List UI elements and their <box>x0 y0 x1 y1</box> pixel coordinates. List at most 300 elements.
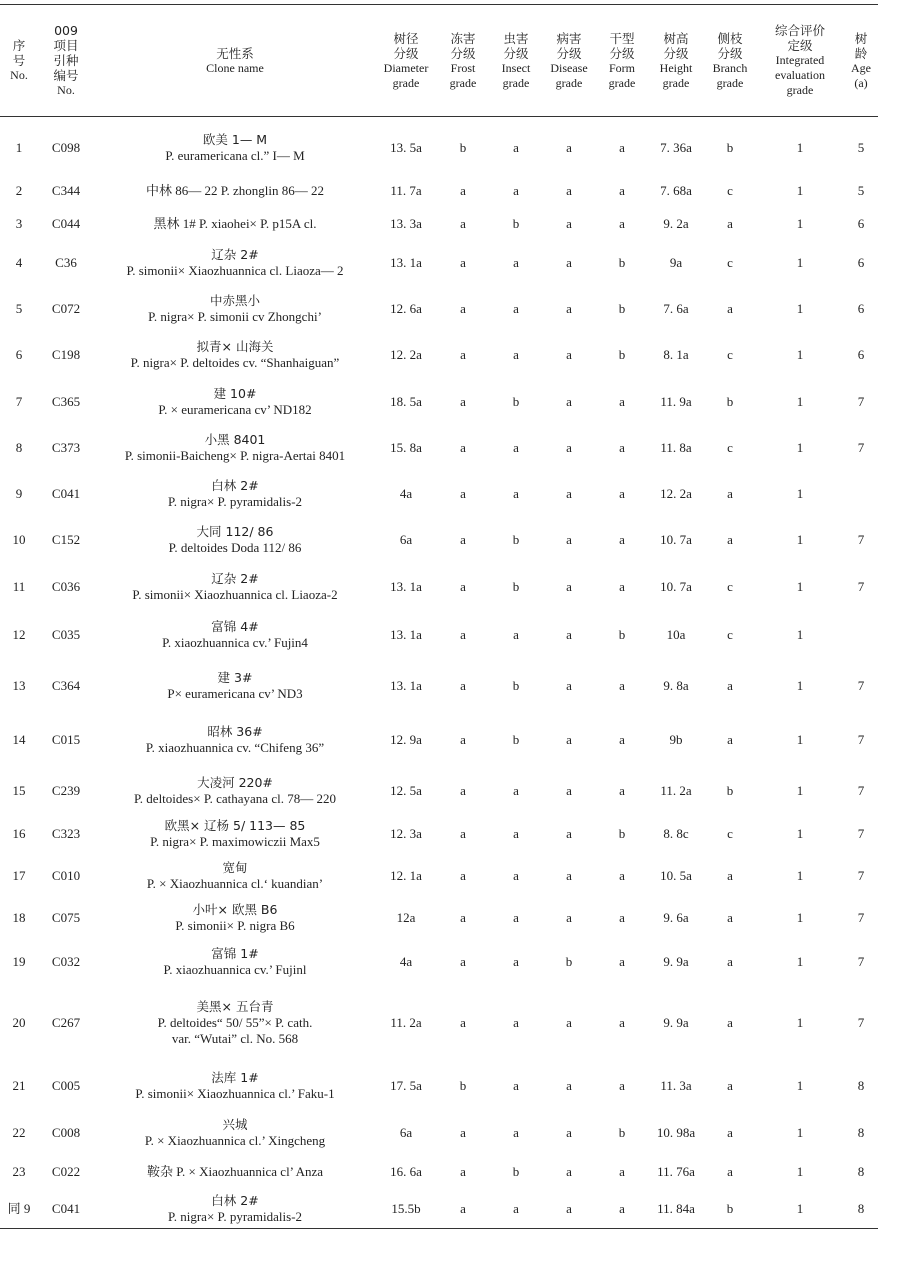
cell-disease: a <box>566 393 572 409</box>
cell-height: 11. 8a <box>660 439 692 455</box>
clone-name-latin: 中林 86— 22 P. zhonglin 86— 22 <box>145 182 325 198</box>
cell-form: a <box>619 531 625 547</box>
table-row <box>0 563 878 611</box>
header-en-text: grade <box>555 75 583 90</box>
cell-height: 9. 8a <box>663 677 689 693</box>
cell-age: 7 <box>857 782 865 798</box>
header-cn-text: 干型 <box>609 30 635 46</box>
cell-branch: a <box>727 731 733 747</box>
clone-name-latin: P× euramericana cv’ ND3 <box>167 685 303 701</box>
cell-form: b <box>618 626 626 642</box>
cell-eval: 1 <box>796 439 804 455</box>
cell-diameter: 13. 1a <box>390 677 422 693</box>
table-row <box>0 815 878 853</box>
header-en-text: Height <box>659 60 693 75</box>
cell-clone-name <box>94 425 376 471</box>
clone-name-cn: 小黑 8401 <box>204 431 266 447</box>
cell-height: 8. 8c <box>663 825 689 841</box>
cell-frost: a <box>460 953 466 969</box>
cell-clone-name <box>94 173 376 209</box>
cell-branch: b <box>726 139 734 155</box>
table-row <box>0 173 878 209</box>
cell-no: 3 <box>15 215 23 231</box>
clone-name-cn: 拟青× 山海关 <box>196 338 274 354</box>
cell-branch: c <box>727 254 733 270</box>
cell-disease: a <box>566 825 572 841</box>
cell-branch: a <box>727 531 733 547</box>
cell-frost: a <box>460 1014 466 1030</box>
cell-age: 8 <box>857 1201 865 1217</box>
cell-code: C198 <box>51 346 81 362</box>
cell-diameter: 17. 5a <box>390 1077 422 1093</box>
clone-name-cn: 富锦 4# <box>211 618 259 634</box>
cell-height: 9. 6a <box>663 909 689 925</box>
cell-form: a <box>619 182 625 198</box>
cell-insect: a <box>513 485 519 501</box>
cell-frost: a <box>460 393 466 409</box>
cell-no: 14 <box>12 731 26 747</box>
header-en-text: (a) <box>854 75 868 90</box>
cell-insect: b <box>512 677 520 693</box>
cell-form: a <box>619 215 625 231</box>
cell-branch: a <box>727 677 733 693</box>
clone-name-latin2: var. “Wutai” cl. No. 568 <box>171 1030 299 1046</box>
cell-insect: b <box>512 393 520 409</box>
cell-branch: c <box>727 825 733 841</box>
clone-name-cn: 中赤黑小 <box>209 292 260 308</box>
cell-diameter: 6a <box>399 531 413 547</box>
cell-branch: c <box>727 182 733 198</box>
cell-frost: a <box>460 626 466 642</box>
cell-no: 18 <box>12 909 26 925</box>
cell-eval: 1 <box>796 1124 804 1140</box>
cell-insect: b <box>512 215 520 231</box>
cell-clone-name <box>94 1059 376 1113</box>
cell-eval: 1 <box>796 578 804 594</box>
clone-name-latin: P. simonii× Xiaozhuannica cl. Liaoza— 2 <box>126 262 344 278</box>
table-row <box>0 425 878 471</box>
column-header <box>376 5 436 117</box>
cell-form: a <box>619 485 625 501</box>
cell-branch: a <box>727 215 733 231</box>
cell-no: 17 <box>12 867 26 883</box>
table-row <box>0 1191 878 1229</box>
cell-insect: a <box>513 300 519 316</box>
cell-age: 6 <box>857 300 865 316</box>
cell-insect: a <box>513 953 519 969</box>
cell-eval: 1 <box>796 782 804 798</box>
column-header <box>436 5 490 117</box>
cell-diameter: 6a <box>399 1124 413 1140</box>
clone-name-latin: P. nigra× P. pyramidalis-2 <box>167 493 303 509</box>
cell-insect: a <box>513 254 519 270</box>
cell-clone-name <box>94 853 376 899</box>
cell-age: 7 <box>857 867 865 883</box>
cell-age: 5 <box>857 182 865 198</box>
cell-disease: a <box>566 346 572 362</box>
cell-eval: 1 <box>796 531 804 547</box>
column-header <box>596 5 648 117</box>
cell-branch: a <box>727 1163 733 1179</box>
cell-frost: a <box>460 346 466 362</box>
cell-clone-name <box>94 209 376 239</box>
header-cn-text: 冻害 <box>450 30 476 46</box>
cell-insect: b <box>512 1163 520 1179</box>
cell-code: C364 <box>51 677 81 693</box>
cell-clone-name <box>94 563 376 611</box>
cell-eval: 1 <box>796 346 804 362</box>
cell-form: a <box>619 909 625 925</box>
clone-name-latin: 鞍杂 P. × Xiaozhuannica cl’ Anza <box>146 1163 324 1179</box>
table-row <box>0 713 878 767</box>
cell-code: C152 <box>51 531 81 547</box>
clone-name-cn: 白林 2# <box>211 477 259 493</box>
clone-name-cn: 建 10# <box>213 385 257 401</box>
cell-diameter: 12a <box>396 909 416 925</box>
cell-no: 4 <box>15 254 23 270</box>
cell-disease: a <box>566 1124 572 1140</box>
clone-name-latin: P. simonii× P. nigra B6 <box>175 917 295 933</box>
cell-no: 8 <box>15 439 23 455</box>
cell-disease: a <box>566 677 572 693</box>
cell-clone-name <box>94 767 376 815</box>
header-cn-text: 分级 <box>503 45 529 61</box>
clone-name-latin: P. xiaozhuannica cv.’ Fujinl <box>163 961 307 977</box>
cell-no: 23 <box>12 1163 26 1179</box>
table-row <box>0 937 878 987</box>
header-en-text: Integrated <box>775 53 825 67</box>
clone-name-latin: P. euramericana cl.” I— M <box>165 147 305 163</box>
cell-disease: a <box>566 1163 572 1179</box>
header-cn-text: 号 <box>12 53 26 68</box>
header-cn-text: 项目 <box>53 38 79 53</box>
header-cn-text: 树径 <box>393 30 419 46</box>
cell-age: 5 <box>857 139 865 155</box>
cell-branch: b <box>726 782 734 798</box>
cell-frost: a <box>460 825 466 841</box>
table-row <box>0 611 878 659</box>
clone-name-latin: P. deltoides× P. cathayana cl. 78— 220 <box>134 790 336 806</box>
cell-code: C008 <box>51 1124 81 1140</box>
cell-diameter: 12. 1a <box>390 867 422 883</box>
cell-no: 同 9 <box>7 1201 31 1217</box>
cell-age: 8 <box>857 1124 865 1140</box>
header-cn-text: 树高 <box>663 30 689 46</box>
header-cn-text: 树 <box>854 30 868 46</box>
cell-code: C035 <box>51 626 81 642</box>
header-cn-text: 定级 <box>787 38 813 53</box>
cell-diameter: 18. 5a <box>390 393 422 409</box>
cell-branch: c <box>727 346 733 362</box>
cell-frost: a <box>460 578 466 594</box>
cell-form: a <box>619 677 625 693</box>
cell-eval: 1 <box>796 182 804 198</box>
cell-disease: a <box>566 782 572 798</box>
cell-code: C041 <box>51 485 81 501</box>
cell-code: C344 <box>51 182 81 198</box>
header-cn-text: 虫害 <box>503 30 529 46</box>
cell-diameter: 4a <box>399 485 413 501</box>
header-en-text: Frost <box>450 60 476 75</box>
header-en-text: evaluation <box>775 68 825 82</box>
header-cn-text: 综合评价 <box>774 23 825 38</box>
column-header <box>38 5 94 117</box>
cell-diameter: 13. 1a <box>390 578 422 594</box>
header-cn-text: 病害 <box>556 30 582 46</box>
cell-age <box>844 471 878 517</box>
header-en-text: grade <box>392 75 420 90</box>
cell-height: 11. 2a <box>660 782 692 798</box>
cell-eval: 1 <box>796 1201 804 1217</box>
cell-code: C36 <box>55 254 77 270</box>
cell-disease: a <box>566 1077 572 1093</box>
cell-disease: a <box>566 531 572 547</box>
cell-insect: a <box>513 139 519 155</box>
cell-branch: a <box>727 867 733 883</box>
header-cn-text: 分级 <box>717 45 743 61</box>
table-body <box>0 117 878 1229</box>
cell-clone-name <box>94 611 376 659</box>
cell-diameter: 4a <box>399 953 413 969</box>
cell-height: 11. 3a <box>660 1077 692 1093</box>
cell-clone-name <box>94 331 376 379</box>
cell-age: 7 <box>857 531 865 547</box>
cell-insect: b <box>512 578 520 594</box>
cell-clone-name <box>94 937 376 987</box>
cell-insect: a <box>513 782 519 798</box>
cell-form: a <box>619 1014 625 1030</box>
cell-frost: a <box>460 677 466 693</box>
header-en-text: grade <box>716 75 744 90</box>
clone-name-cn: 富锦 1# <box>211 945 259 961</box>
clone-name-cn: 大凌河 220# <box>197 774 273 790</box>
cell-code: C098 <box>51 139 81 155</box>
cell-eval: 1 <box>796 677 804 693</box>
cell-clone-name <box>94 713 376 767</box>
cell-disease: a <box>566 578 572 594</box>
header-en-text: Branch <box>712 60 748 75</box>
clone-name-latin: P. nigra× P. simonii cv Zhongchi’ <box>148 308 322 324</box>
table-row <box>0 1113 878 1153</box>
table-row <box>0 471 878 517</box>
column-header <box>94 5 376 117</box>
cell-height: 10. 7a <box>660 578 692 594</box>
cell-disease: a <box>566 867 572 883</box>
cell-age: 7 <box>857 731 865 747</box>
header-en-text: Age <box>851 60 871 75</box>
clone-evaluation-table <box>0 4 878 1229</box>
cell-code: C044 <box>51 215 81 231</box>
cell-branch: c <box>727 439 733 455</box>
cell-height: 12. 2a <box>660 485 692 501</box>
cell-diameter: 13. 1a <box>390 254 422 270</box>
cell-no: 2 <box>15 182 23 198</box>
cell-height: 9b <box>669 731 683 747</box>
column-header <box>844 5 878 117</box>
cell-code: C267 <box>51 1014 81 1030</box>
cell-code: C010 <box>51 867 81 883</box>
cell-no: 13 <box>12 677 26 693</box>
header-cn-text: 龄 <box>854 45 868 61</box>
cell-eval: 1 <box>796 215 804 231</box>
cell-age: 7 <box>857 953 865 969</box>
cell-form: a <box>619 393 625 409</box>
cell-form: a <box>619 139 625 155</box>
cell-height: 9. 2a <box>663 215 689 231</box>
header-en-text: Insect <box>501 60 531 75</box>
header-cn-text: 编号 <box>53 68 79 83</box>
clone-name-cn: 欧美 1— M <box>202 131 268 147</box>
clone-name-latin: P. simonii-Baicheng× P. nigra-Aertai 8401 <box>124 447 346 463</box>
cell-height: 9. 9a <box>663 1014 689 1030</box>
header-cn-text: 分级 <box>393 45 419 61</box>
cell-age: 7 <box>857 393 865 409</box>
table-row <box>0 659 878 713</box>
cell-age: 7 <box>857 825 865 841</box>
table-row <box>0 379 878 425</box>
table-row <box>0 331 878 379</box>
cell-no: 6 <box>15 346 23 362</box>
cell-height: 11. 84a <box>657 1201 695 1217</box>
clone-name-latin: P. xiaozhuannica cv. “Chifeng 36” <box>145 739 325 755</box>
cell-height: 11. 76a <box>657 1163 695 1179</box>
header-en-text: Disease <box>550 60 588 75</box>
cell-form: a <box>619 867 625 883</box>
cell-diameter: 11. 7a <box>390 182 422 198</box>
cell-height: 11. 9a <box>660 393 692 409</box>
header-en-text: grade <box>662 75 690 90</box>
cell-branch: b <box>726 393 734 409</box>
header-en-text: grade <box>449 75 477 90</box>
cell-code: C036 <box>51 578 81 594</box>
cell-diameter: 12. 9a <box>390 731 422 747</box>
cell-diameter: 12. 2a <box>390 346 422 362</box>
header-cn-text: 引种 <box>53 53 79 68</box>
clone-name-cn: 小叶× 欧黑 B6 <box>192 901 278 917</box>
clone-name-cn: 白林 2# <box>211 1193 259 1209</box>
clone-name-cn: 兴城 <box>222 1116 248 1132</box>
cell-disease: a <box>566 139 572 155</box>
cell-clone-name <box>94 899 376 937</box>
cell-disease: a <box>566 182 572 198</box>
cell-age: 7 <box>857 1014 865 1030</box>
cell-form: b <box>618 825 626 841</box>
cell-disease: a <box>566 485 572 501</box>
cell-form: a <box>619 953 625 969</box>
cell-eval: 1 <box>796 825 804 841</box>
clone-name-cn: 大同 112/ 86 <box>196 523 274 539</box>
clone-name-cn: 建 3# <box>217 669 253 685</box>
cell-form: a <box>619 731 625 747</box>
cell-age: 7 <box>857 677 865 693</box>
header-cn-text: 序 <box>12 38 26 53</box>
clone-name-latin: P. nigra× P. deltoides cv. “Shanhaiguan” <box>130 354 340 370</box>
cell-no: 5 <box>15 300 23 316</box>
cell-frost: a <box>460 254 466 270</box>
cell-eval: 1 <box>796 139 804 155</box>
cell-diameter: 11. 2a <box>390 1014 422 1030</box>
cell-clone-name <box>94 379 376 425</box>
cell-code: C239 <box>51 782 81 798</box>
clone-name-latin: P. simonii× Xiaozhuannica cl.’ Faku-1 <box>135 1085 335 1101</box>
header-cn-text: 无性系 <box>216 45 254 61</box>
cell-no: 15 <box>12 782 26 798</box>
cell-no: 16 <box>12 825 26 841</box>
cell-insect: a <box>513 626 519 642</box>
cell-diameter: 12. 6a <box>390 300 422 316</box>
clone-name-latin: P. × euramericana cv’ ND182 <box>158 401 312 417</box>
cell-insect: a <box>513 439 519 455</box>
cell-frost: a <box>460 300 466 316</box>
cell-insect: a <box>513 182 519 198</box>
cell-branch: a <box>727 485 733 501</box>
header-en-text: Clone name <box>206 60 264 75</box>
cell-clone-name <box>94 117 376 173</box>
clone-name-latin: P. nigra× P. maximowiczii Max5 <box>150 833 320 849</box>
cell-insect: a <box>513 1077 519 1093</box>
cell-branch: b <box>726 1201 734 1217</box>
cell-frost: a <box>460 867 466 883</box>
cell-clone-name <box>94 1191 376 1229</box>
cell-eval: 1 <box>796 953 804 969</box>
cell-height: 10. 5a <box>660 867 692 883</box>
cell-form: b <box>618 254 626 270</box>
cell-eval: 1 <box>796 731 804 747</box>
cell-age: 7 <box>857 439 865 455</box>
cell-height: 7. 68a <box>660 182 692 198</box>
cell-disease: a <box>566 254 572 270</box>
cell-code: C373 <box>51 439 81 455</box>
cell-disease: a <box>566 439 572 455</box>
cell-frost: a <box>460 182 466 198</box>
cell-diameter: 13. 1a <box>390 626 422 642</box>
cell-eval: 1 <box>796 485 804 501</box>
cell-insect: a <box>513 1124 519 1140</box>
cell-clone-name <box>94 471 376 517</box>
cell-insect: b <box>512 531 520 547</box>
table-row <box>0 767 878 815</box>
table-row <box>0 899 878 937</box>
table-row <box>0 117 878 173</box>
cell-no: 22 <box>12 1124 26 1140</box>
clone-name-cn: 欧黑× 辽杨 5/ 113— 85 <box>164 817 306 833</box>
column-header <box>0 5 38 117</box>
cell-code: C022 <box>51 1163 81 1179</box>
clone-name-latin: P. nigra× P. pyramidalis-2 <box>167 1209 303 1225</box>
header-cn-text: 侧枝 <box>717 30 743 46</box>
cell-branch: a <box>727 953 733 969</box>
cell-diameter: 12. 5a <box>390 782 422 798</box>
cell-form: a <box>619 1163 625 1179</box>
clone-name-latin: 黑林 1# P. xiaohei× P. p15A cl. <box>153 215 317 231</box>
cell-height: 10a <box>666 626 686 642</box>
cell-age: 7 <box>857 578 865 594</box>
cell-frost: b <box>459 1077 467 1093</box>
cell-disease: a <box>566 300 572 316</box>
header-en-text: grade <box>608 75 636 90</box>
cell-no: 21 <box>12 1077 26 1093</box>
header-cn-text: 009 <box>54 23 78 38</box>
clone-name-latin: P. simonii× Xiaozhuannica cl. Liaoza-2 <box>132 586 338 602</box>
cell-no: 10 <box>12 531 26 547</box>
cell-disease: a <box>566 1014 572 1030</box>
cell-no: 1 <box>15 139 23 155</box>
cell-form: a <box>619 1201 625 1217</box>
cell-no: 9 <box>15 485 23 501</box>
header-en-text: grade <box>786 83 814 97</box>
cell-form: b <box>618 346 626 362</box>
cell-insect: a <box>513 909 519 925</box>
